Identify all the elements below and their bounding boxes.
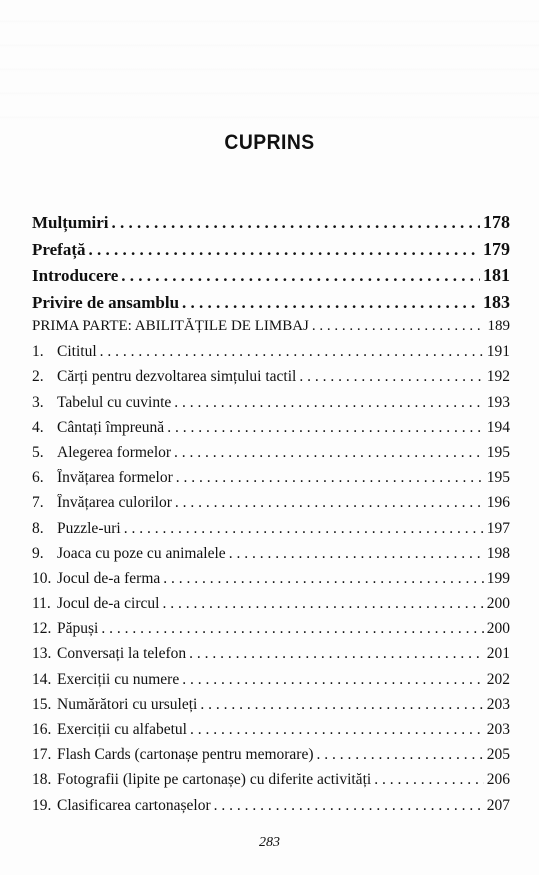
toc-item [32,545,510,570]
toc-item-label: Puzzle-uri [57,519,121,537]
toc-item-label: Alegerea formelor [57,443,172,461]
toc-item-page: 198 [486,544,510,562]
toc-item-page: 206 [486,771,510,789]
toc-entry-label: Introducere [32,266,119,285]
bleed-through-text [0,0,539,120]
toc-item-page: 194 [486,418,510,436]
toc-item-page: 203 [486,721,510,738]
toc-item-page: 203 [486,695,510,713]
toc-entry-label: Privire de ansamblu [32,292,180,312]
toc-item-page: 200 [486,620,510,638]
page-number: 283 [259,835,280,850]
toc-item [32,419,510,444]
toc-item-page: 193 [486,393,510,411]
toc-item-index: 13. [32,645,52,663]
toc-item [32,469,510,494]
toc-entry-page: 179 [483,238,510,259]
toc-item [32,671,510,696]
dot-leader [200,696,483,714]
toc-item [32,696,510,721]
toc-item-label: Tabelul cu cuvinte [57,393,172,411]
toc-item-label: Jocul de-a circul [57,595,160,613]
toc-item-page: 200 [486,595,510,613]
toc-item [32,444,510,469]
dot-leader [101,620,483,638]
toc-item-page: 196 [486,494,510,512]
dot-leader [174,444,484,462]
toc-item [32,746,510,771]
toc-item-page: 192 [486,368,510,386]
toc-item [32,620,510,645]
dot-leader [176,469,484,487]
toc-item-index: 19. [32,796,52,814]
dot-leader [89,240,481,260]
toc-item-label: Numărători cu ursuleți [57,695,198,713]
toc-item-index: 8. [32,519,44,537]
part-page: 189 [487,318,510,334]
dot-leader [163,570,483,588]
toc-item-page: 197 [486,519,510,537]
toc-item [32,797,510,822]
toc-entry-page: 178 [483,212,510,232]
toc-item-page: 202 [486,670,510,688]
toc-item-index: 15. [32,695,52,713]
toc-item-index: 10. [32,569,52,587]
page-title: CUPRINS [224,131,315,154]
dot-leader [229,545,484,563]
toc-item-label: Exerciții cu alfabetul [57,721,187,738]
toc-item-label: Exerciții cu numere [57,670,180,688]
dot-leader [162,595,483,613]
toc-entry-acknowledgements [32,212,510,239]
dot-leader [190,721,484,739]
toc-item [32,645,510,670]
toc-entry-label: Mulțumiri [32,213,109,232]
toc-item-index: 3. [32,393,44,411]
toc-item-page: 195 [486,469,510,487]
toc-item-label: Conversați la telefon [57,645,187,663]
toc-item [32,368,510,393]
toc-item [32,520,510,545]
part-label: PRIMA PARTE: ABILITĂȚILE DE LIMBAJ [32,318,309,334]
toc-item-label: Păpuși [57,620,99,638]
dot-leader [124,520,484,538]
toc-item-label: Învățarea culorilor [57,494,172,512]
dot-leader [374,771,484,789]
toc-entry-label: Prefață [32,239,86,259]
toc-item-index: 11. [32,595,51,613]
toc-item-page: 191 [486,343,510,361]
toc-item [32,343,510,368]
toc-item-label: Cântați împreună [57,418,165,436]
front-matter-list [32,212,510,318]
toc-entry-introduction [32,265,510,292]
toc-item-index: 9. [32,544,44,562]
toc-item [32,721,510,746]
dot-leader [299,368,483,386]
dot-leader [214,797,484,815]
toc-item-index: 7. [32,494,44,512]
toc-entry-page: 183 [483,291,510,312]
toc-item-label: Învățarea formelor [57,469,173,487]
dot-leader [182,671,484,689]
toc-item [32,570,510,595]
toc-item [32,394,510,419]
toc-item-label: Joaca cu poze cu animalele [57,544,226,562]
toc-item-page: 207 [486,796,510,814]
toc-item-label: Clasificarea cartonașelor [57,796,211,814]
toc-item-index: 18. [32,771,52,789]
toc-item-page: 205 [486,746,510,764]
dot-leader [189,645,484,663]
toc-item-index: 5. [32,443,44,461]
toc-item-page: 201 [486,645,510,663]
toc-item-index: 1. [32,343,44,361]
toc-item-index: 2. [32,368,44,386]
toc-item [32,771,510,796]
dot-leader [121,266,480,286]
toc-item [32,595,510,620]
toc-item-label: Fotografii (lipite pe cartonașe) cu diferite activități [57,771,372,789]
toc-item-index: 16. [32,721,52,738]
toc-part-heading [32,318,510,343]
toc-entry-overview [32,292,510,319]
toc-item-label: Flash Cards (cartonașe pentru memorare) [57,746,314,764]
toc-entry-preface [32,239,510,266]
toc-item-index: 14. [32,670,52,688]
dot-leader [100,343,484,361]
toc-item-label: Cărți pentru dezvoltarea simțului tactil [57,368,297,386]
toc-entry-page: 181 [483,265,510,285]
toc-item-index: 17. [32,746,52,764]
dot-leader [312,318,485,335]
toc-item-index: 4. [32,418,44,436]
toc-item-index: 6. [32,469,44,487]
chapter-list [32,318,510,822]
toc-item-page: 195 [486,443,510,461]
dot-leader [174,394,483,412]
toc-item-index: 12. [32,620,52,638]
dot-leader [182,293,480,313]
dot-leader [175,494,484,512]
toc-item [32,494,510,519]
dot-leader [112,213,481,233]
dot-leader [167,419,484,437]
toc-item-label: Jocul de-a ferma [57,569,161,587]
toc-item-page: 199 [486,569,510,587]
dot-leader [317,746,484,764]
toc-item-label: Cititul [57,343,97,361]
